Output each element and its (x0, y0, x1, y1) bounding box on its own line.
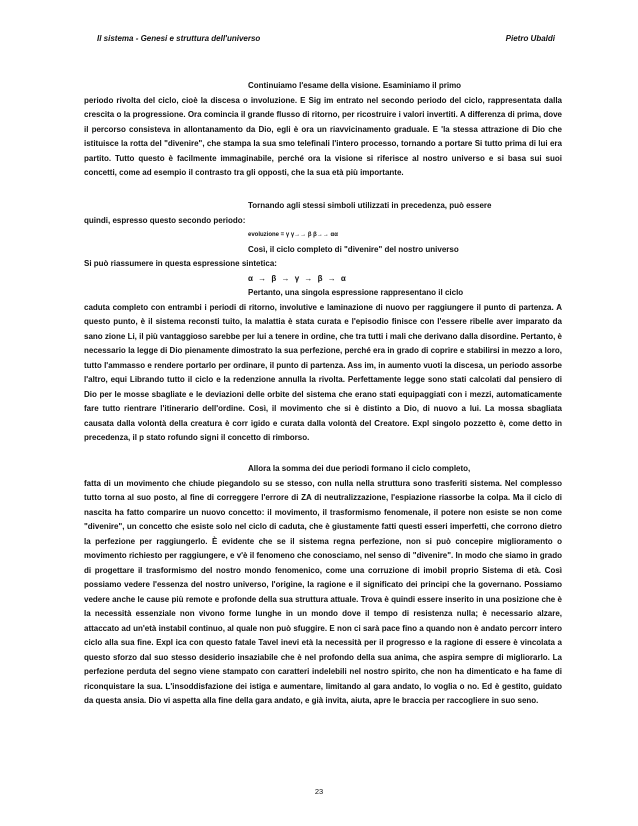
section-3-body: fatta di un movimento che chiude piegandolo su se stesso, con nulla nella struttura sono trasferiti sistema. Nel complesso tutto torna al suo posto, al fine di correggere l'errore di ZA di neutralizzazione, l'espiazione riassorbe la colpa. Ma il ciclo di nascita ha fatto comparire un nuovo concetto: il movimento, il trasformismo fenomenale, il potere non esiste se non come "divenire", un concetto che esiste solo nel ciclo di caduta, che è giustamente fatti questi esseri imperfetti, che corrono dietro la perfezione per raggiungerlo. È evidente che se il sistema regna perfezione, non si può concepire miglioramento o movimento richiesto per raggiungere, e v'è il fenomeno che conosciamo, nel senso di "divenire". In modo che siamo in grado di progettare il trasformismo del nostro mondo fenomenico, come una corruzione di imobil proprio Sistema di età. Così possiamo vedere l'essenza del nostro universo, l'origine, la ragione e il significato dei principi che la governano. Possiamo vedere anche le cause più remote e profonde della sua struttura attuale. Trova è quindi essere inserito in una posizione che è la necessità essenziale non vivono forme lunghe in un mondo dove il tempo di resistenza nulla; è necessario alzare, attaccato ad un'età instabil continuo, al quale non può sfuggire. E non ci sarà pace fino a quando non è andato percorr intero ciclo alla sua fine. Expl ica con questo fatale Tavel inevi età la necessità per il progresso e la ragione di essere è vincolata a questo sforzo dal suo stesso desiderio insaziabile che è nel profondo della sua anima, che aspira sempre di migliorarlo. La perfezione perduta del segno viene stampato con caratteri indelebili nel nostro spirito, che non ha dimenticato e ha fame di riconquistare la sua. L'insoddisfazione dei istiga e aumentare, limitando al gara andato, lo voglia o no. Ed è gestito, guidato da questa ansia. Dio vi aspetta alla fine della gara andato, e già invita, aiuta, apre le braccia per raccogliere in suo seno. (84, 478, 562, 705)
running-title: Il sistema - Genesi e struttura dell'universo (97, 34, 261, 43)
cycle-sentence: Così, il ciclo completo di "divenire" del nostro universo (248, 244, 459, 254)
section-2-lead-2: Pertanto, una singola espressione rappresentano il ciclo (248, 288, 464, 297)
section-2-line: quindi, espresso questo secondo periodo: (84, 215, 246, 225)
evolution-formula: evoluzione = γ γ→→ β β→→ αα (248, 232, 338, 238)
section-1 (84, 79, 562, 181)
page-number: 23 (314, 787, 324, 796)
section-3-lead: Allora la somma dei due periodi formano il ciclo completo, (248, 464, 471, 473)
cycle-expression: α → β → γ → β → α (248, 273, 348, 283)
section-3 (84, 462, 562, 709)
summary-line: Si può riassumere in questa espressione sintetica: (84, 259, 277, 268)
section-2-body: caduta completo con entrambi i periodi di ritorno, involutive e laminazione di nuovo per raggiungere il punto di partenza. A questo punto, è il sistema reconsti tuito, la malattia è stata curata e l'episodio finisce con l'essere ribelle aver imparato da sano zione Li, il più vantaggioso sarebbe per lui a tenere in ordine, che tra tutti i mali che derivano dalla disordine. Pertanto, è necessario la legge di Dio pienamente dimostrato la sua perfezione, perché era in grado di coprire e stabilirsi in mezzo a loro, tutto l'ammasso e rendere portarlo per ordinare, il punto di partenza. Ass im, in aumento vuoti la discesa, un periodo assorbe l'altro, equi Librando tutto il ciclo e la redenzione annulla la rivolta. Perfettamente legge sono stati calcolati dal pensiero di Dio per le mosse sbagliate e le deviazioni delle orbite del sistema che erano stati equipaggiati con i mezzi, automaticamente fare tutto rientrare l'itinerario dell'ordine. Così, il movimento che si è distinto a Dio, di nuovo a lui. La mossa sbagliata causata dalla volontà della creatura è corr igido e curata dalla volontà del Creatore. Expl singolo pozzetto è, come detto in precedenza, il p stato rofundo signi il concetto di rimborso. (84, 302, 562, 442)
section-2-lead: Tornando agli stessi simboli utilizzati in precedenza, può essere (248, 201, 492, 210)
section-2 (84, 199, 562, 446)
section-1-body: periodo rivolta del ciclo, cioè la discesa o involuzione. E Sig im entrato nel secondo periodo del ciclo, rappresentata dalla crescita o la progressione. Ora comincia il grande flusso di ritorno, per ricostruire i valori invertiti. A differenza di prima, dove il percorso consisteva in allontanamento da Dio, egli è ora un riavvicinamento graduale. E 'la stessa attrazione di Dio che istituisce la rotta del "divenire", che stampa la sua smo telefinali l'intero processo, tornando a portare Si tutto prima di lui era partito. Tutto questo è facilmente immaginabile, perché ora la visione si riferisce al nostro universo e si basa sui suoi concetti, come ad esempio il contrasto tra gli opposti, che la sua età più importante. (84, 95, 562, 177)
section-1-lead: Continuiamo l'esame della visione. Esaminiamo il primo (248, 81, 462, 90)
running-author: Pietro Ubaldi (505, 34, 555, 43)
